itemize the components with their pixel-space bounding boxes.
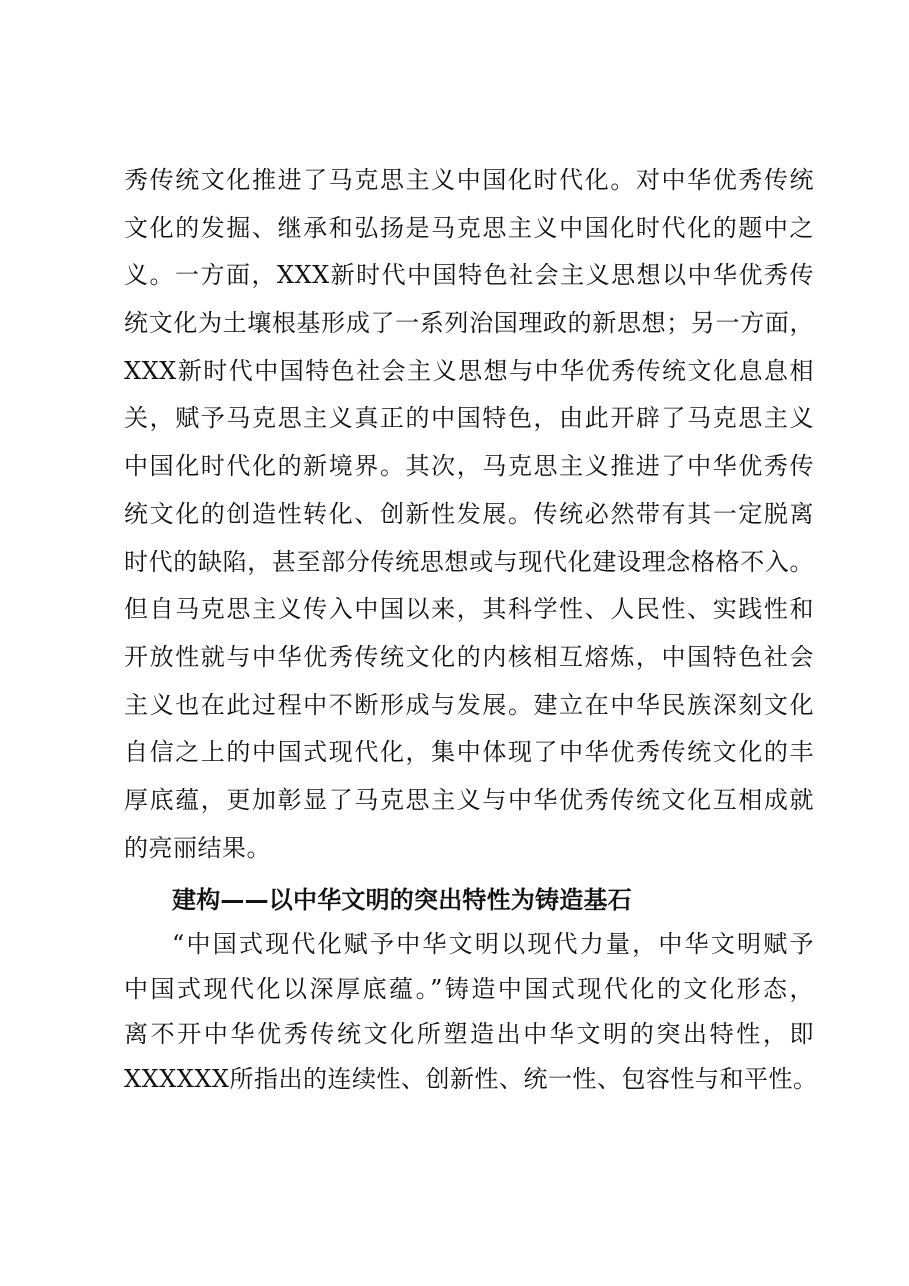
text-line: 开放性就与中华优秀传统文化的内核相互熔炼，中国特色社会 [124,642,814,671]
text-line: 统文化为土壤根基形成了一系列治国理政的新思想；另一方面， [124,309,814,338]
text-line: 离不开中华优秀传统文化所塑造出中华文明的突出特性，即 [124,1020,814,1048]
text-line: 的亮丽结果。 [124,833,271,862]
paragraph-1 [124,157,814,872]
paragraph-2 [124,922,818,1102]
text-line: 义。一方面，XXX新时代中国特色社会主义思想以中华优秀传 [124,261,814,290]
text-line: 统文化的创造性转化、创新性发展。传统必然带有其一定脱离 [124,499,814,528]
text-line: 但自马克思主义传入中国以来，其科学性、人民性、实践性和 [124,595,814,624]
text-line: 时代的缺陷，甚至部分传统思想或与现代化建设理念格格不入。 [124,547,814,576]
text-line: 主义也在此过程中不断形成与发展。建立在中华民族深刻文化 [124,690,814,719]
text-line: 文化的发掘、继承和弘扬是马克思主义中国化时代化的题中之 [124,213,814,242]
text-line: 厚底蕴，更加彰显了马克思主义与中华优秀传统文化互相成就 [124,785,814,814]
section-heading: 建构——以中华文明的突出特性为铸造基石 [172,886,632,914]
text-line: XXXXXX所指出的连续性、创新性、统一性、包容性与和平性。 [124,1065,818,1093]
text-line: 秀传统文化推进了马克思主义中国化时代化。对中华优秀传统 [124,166,814,194]
text-line: XXX新时代中国特色社会主义思想与中华优秀传统文化息息相 [124,356,814,385]
text-line: 关，赋予马克思主义真正的中国特色，由此开辟了马克思主义 [124,404,814,433]
text-line: 自信之上的中国式现代化，集中体现了中华优秀传统文化的丰 [124,738,814,767]
text-line: 中国化时代化的新境界。其次，马克思主义推进了中华优秀传 [124,452,814,481]
text-line: 中国式现代化以深厚底蕴。”铸造中国式现代化的文化形态， [124,975,814,1003]
text-line: “中国式现代化赋予中华文明以现代力量，中华文明赋予 [172,930,814,958]
